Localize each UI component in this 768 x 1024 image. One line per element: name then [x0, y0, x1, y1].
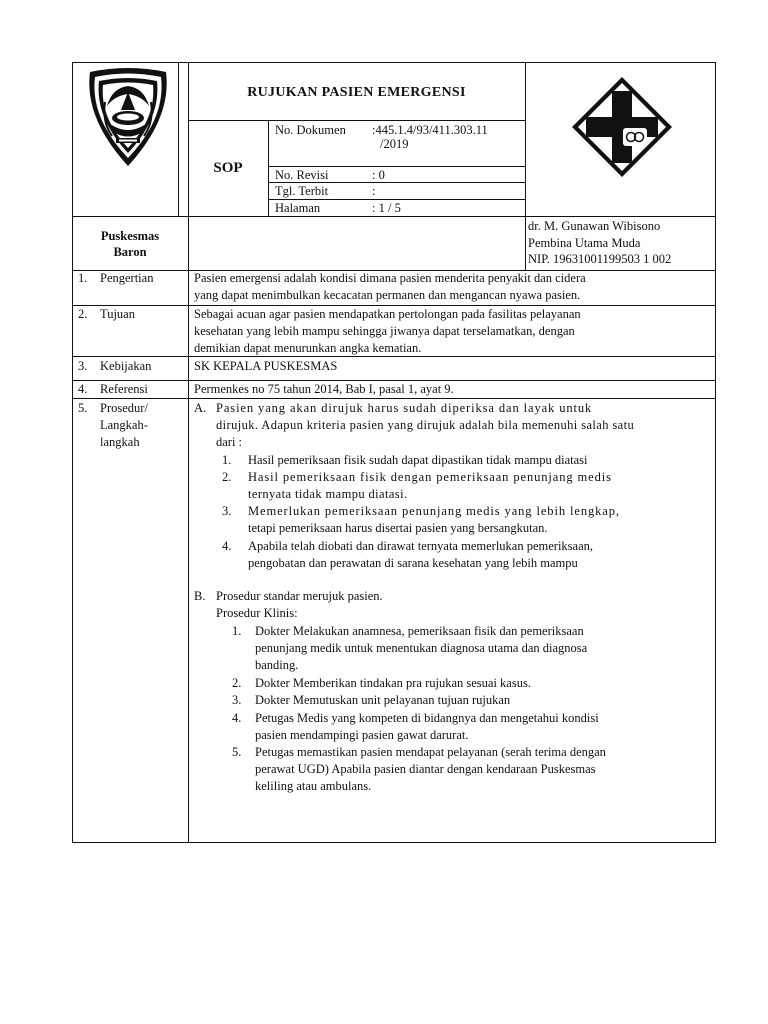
section-text: Pasien emergensi adalah kondisi dimana pasien menderita penyakit dan cidera	[194, 271, 586, 285]
list-number: 1.	[222, 453, 232, 467]
section-text: demikian dapat menurunkan angka kematian.	[194, 341, 422, 355]
frame-right	[715, 62, 716, 843]
section-number: 2.	[78, 307, 88, 321]
divider	[72, 398, 716, 399]
field-value-doc-number-year: /2019	[380, 137, 409, 151]
divider	[188, 62, 189, 843]
divider	[188, 120, 525, 121]
list-item-text: Dokter Memberikan tindakan pra rujukan sesuai kasus.	[255, 676, 531, 690]
org-name-line2: Baron	[113, 245, 147, 259]
list-item-text: Petugas Medis yang kompeten di bidangnya dan mengetahui kondisi	[255, 711, 599, 725]
section-number: 1.	[78, 271, 88, 285]
section-label-referensi: Referensi	[100, 382, 148, 396]
part-b-title: Prosedur standar merujuk pasien.	[216, 589, 383, 603]
section-label-prosedur-2: Langkah-	[100, 418, 148, 432]
list-item-text: Memerlukan pemeriksaan penunjang medis yang lebih lengkap,	[248, 504, 620, 518]
section-text: yang dapat menimbulkan kecacatan permanen dan mengancan nyawa pasien.	[194, 288, 581, 302]
field-label-issue-date: Tgl. Terbit	[275, 184, 329, 198]
field-label-page: Halaman	[275, 201, 321, 215]
field-label-revision: No. Revisi	[275, 168, 329, 182]
part-a-text: dari :	[216, 435, 243, 449]
list-number: 2.	[232, 676, 242, 690]
list-item-text: Hasil pemeriksaan fisik sudah dapat dipastikan tidak mampu diatasi	[248, 453, 588, 467]
part-b-marker: B.	[194, 589, 206, 603]
divider	[268, 120, 269, 216]
list-item-text: ternyata tidak mampu diatasi.	[248, 487, 408, 501]
part-a-text: dirujuk. Adapun kriteria pasien yang dirujuk adalah bila memenuhi salah satu	[216, 418, 635, 432]
list-item-text: Dokter Memutuskan unit pelayanan tujuan rujukan	[255, 693, 511, 707]
frame-left	[72, 62, 73, 843]
signer-name: dr. M. Gunawan Wibisono	[528, 219, 661, 233]
section-number: 5.	[78, 401, 88, 415]
field-value-issue-date: :	[372, 184, 376, 198]
part-b-subtitle: Prosedur Klinis:	[216, 606, 298, 620]
list-item-text: tetapi pemeriksaan harus disertai pasien yang bersangkutan.	[248, 521, 548, 535]
org-name-line1: Puskesmas	[100, 229, 160, 243]
section-label-pengertian: Pengertian	[100, 271, 154, 285]
part-a-text: Pasien yang akan dirujuk harus sudah diperiksa dan layak untuk	[216, 401, 593, 415]
list-item-text: banding.	[255, 658, 299, 672]
list-number: 4.	[222, 539, 232, 553]
field-value-page: : 1 / 5	[372, 201, 401, 215]
regional-emblem-logo	[82, 66, 174, 170]
list-item-text: Petugas memastikan pasien mendapat pelayanan (serah terima dengan	[255, 745, 606, 759]
section-number: 3.	[78, 359, 88, 373]
section-label-prosedur-3: langkah	[100, 435, 140, 449]
section-text: Sebagai acuan agar pasien mendapatkan pertolongan pada fasilitas pelayanan	[194, 307, 581, 321]
field-value-doc-number: :445.1.4/93/411.303.11	[372, 123, 488, 137]
list-number: 4.	[232, 711, 242, 725]
list-number: 3.	[232, 693, 242, 707]
signer-nip: NIP. 19631001199503 1 002	[528, 252, 672, 266]
document-title: RUJUKAN PASIEN EMERGENSI	[247, 85, 466, 100]
divider	[178, 62, 179, 216]
list-number: 2.	[222, 470, 232, 484]
puskesmas-logo	[570, 75, 674, 179]
list-item-text: perawat UGD) Apabila pasien diantar dengan kendaraan Puskesmas	[255, 762, 596, 776]
list-number: 5.	[232, 745, 242, 759]
sop-label: SOP	[213, 160, 243, 176]
section-text: kesehatan yang lebih mampu sehingga jiwanya dapat terselamatkan, dengan	[194, 324, 575, 338]
list-item-text: pasien mendampingi pasien gawat darurat.	[255, 728, 469, 742]
frame-bottom	[72, 842, 716, 843]
list-item-text: penunjang medik untuk menentukan diagnosa utama dan diagnosa	[255, 641, 588, 655]
section-label-kebijakan: Kebijakan	[100, 359, 152, 373]
list-item-text: Apabila telah diobati dan dirawat ternyata memerlukan pemeriksaan,	[248, 539, 594, 553]
field-label-doc-number: No. Dokumen	[275, 123, 346, 137]
list-number: 3.	[222, 504, 232, 518]
section-text: Permenkes no 75 tahun 2014, Bab I, pasal 1, ayat 9.	[194, 382, 454, 396]
list-number: 1.	[232, 624, 242, 638]
field-value-revision: : 0	[372, 168, 385, 182]
section-number: 4.	[78, 382, 88, 396]
part-a-marker: A.	[194, 401, 207, 415]
list-item-text: keliling atau ambulans.	[255, 779, 372, 793]
list-item-text: Dokter Melakukan anamnesa, pemeriksaan fisik dan pemeriksaan	[255, 624, 584, 638]
frame-top	[72, 62, 716, 63]
section-label-prosedur: Prosedur/	[100, 401, 148, 415]
list-item-text: pengobatan dan perawatan di sarana kesehatan yang lebih mampu	[248, 556, 578, 570]
section-label-tujuan: Tujuan	[100, 307, 135, 321]
section-text: SK KEPALA PUSKESMAS	[194, 359, 338, 373]
signer-rank: Pembina Utama Muda	[528, 236, 641, 250]
list-item-text: Hasil pemeriksaan fisik dengan pemeriksaan penunjang medis	[248, 470, 612, 484]
divider	[525, 62, 526, 270]
